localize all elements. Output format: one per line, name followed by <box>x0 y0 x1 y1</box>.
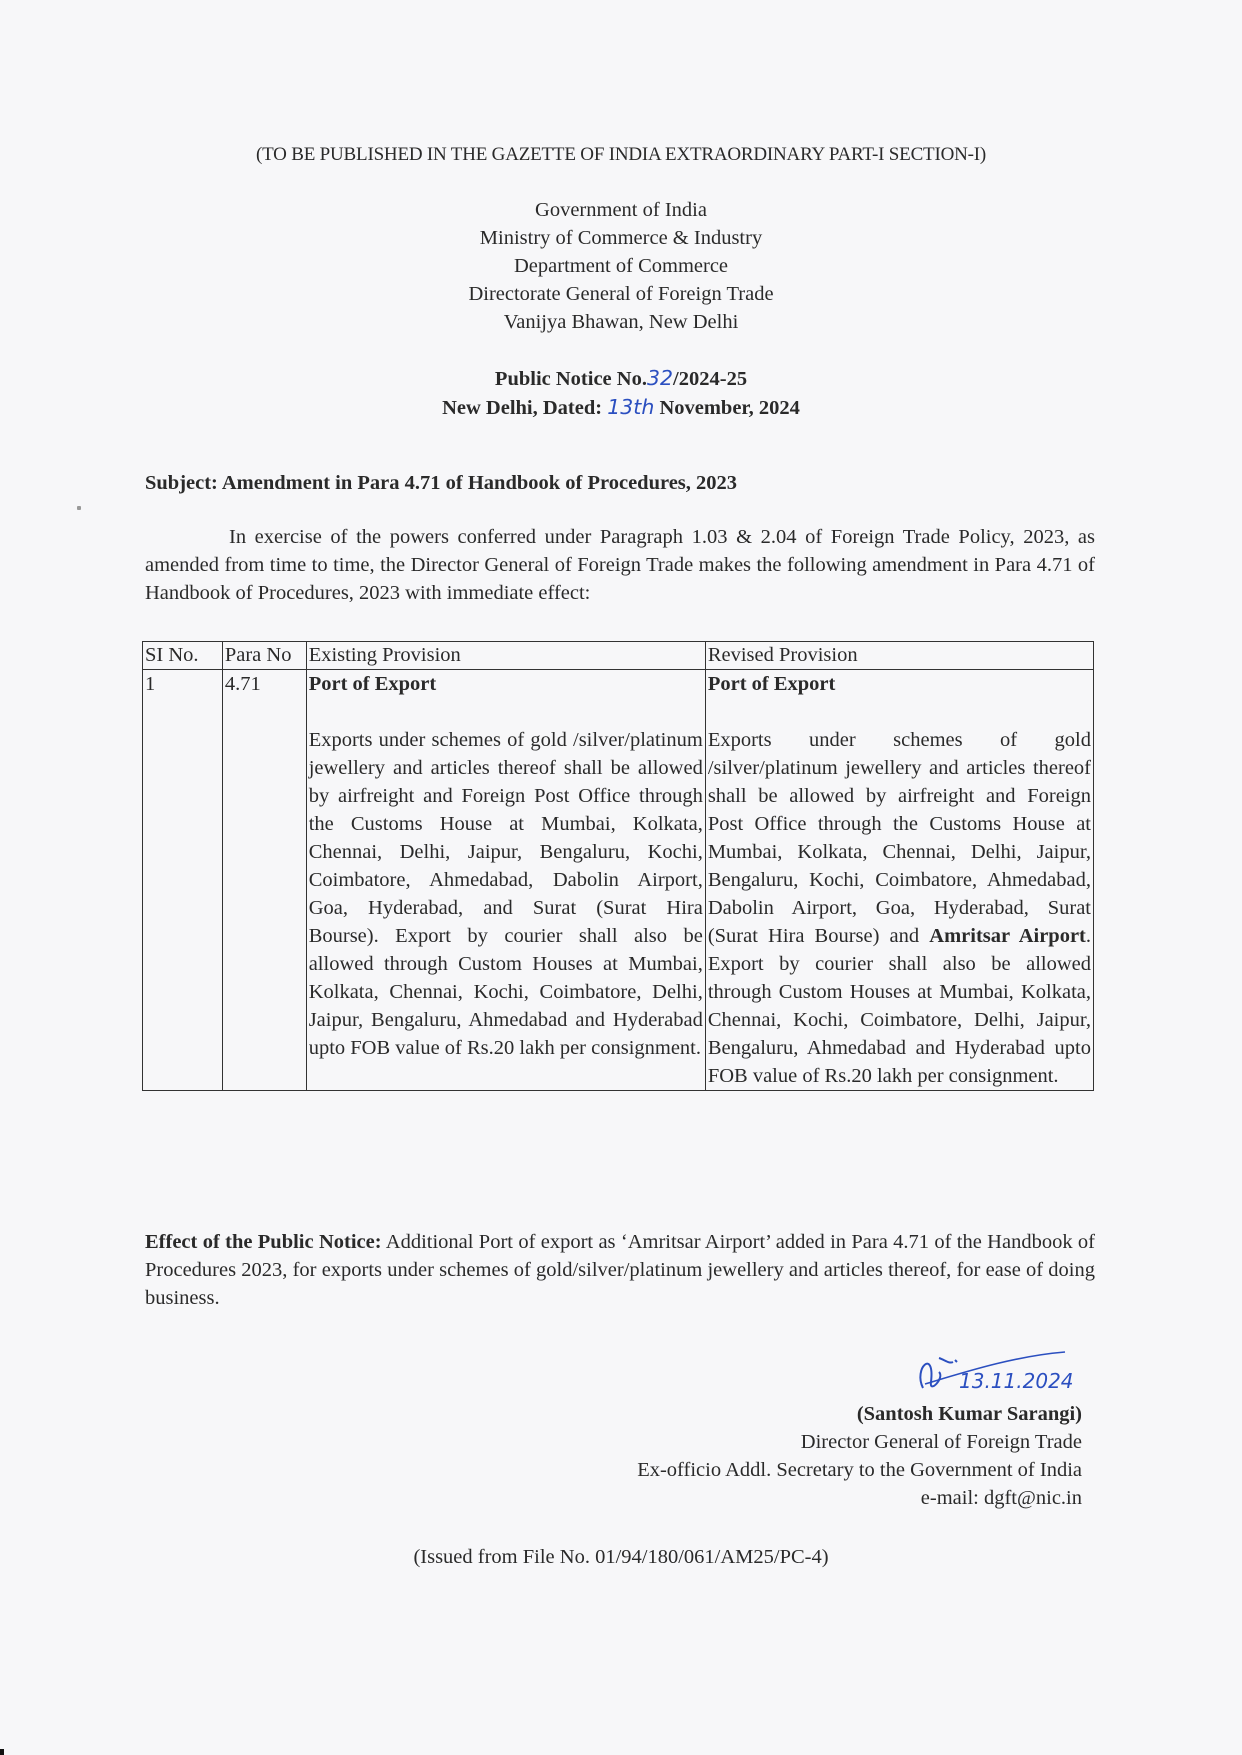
header-line-directorate: Directorate General of Foreign Trade <box>468 283 774 305</box>
cell-existing-provision <box>306 670 705 1091</box>
signatory-additional-role: Ex-officio Addl. Secretary to the Government of India <box>637 1459 1082 1481</box>
header-line-department: Department of Commerce <box>513 255 729 277</box>
table-header-row <box>143 642 1094 670</box>
revised-provision-body: Exports under schemes of gold /silver/platinum jewellery and articles thereof shall be allowed by airfreight and Foreign Post Office through the Customs House at Mumbai, Kolkata, Chennai, Delhi, Jaipur, Bengaluru, Kochi, Coimbatore, Ahmedabad, Dabolin Airport, Goa, Hyderabad, Surat (Surat Hira Bourse) and Amritsar Airport. Export by courier shall also be allowed through Custom Houses at Mumbai, Kolkata, Chennai, Kochi, Coimbatore, Delhi, Jaipur, Bengaluru, Ahmedabad and Hyderabad upto FOB value of Rs.20 lakh per consignment. <box>707 729 1091 1087</box>
existing-provision-body: Exports under schemes of gold /silver/platinum jewellery and articles thereof shall be allowed by airfreight and Foreign Post Office through the Customs House at Mumbai, Kolkata, Chennai, Delhi, Jaipur, Bengaluru, Kochi, Coimbatore, Ahmedabad, Dabolin Airport, Goa, Hyderabad, and Surat (Surat Hira Bourse). Export by courier shall also be allowed through Custom Houses at Mumbai, Kolkata, Chennai, Kochi, Coimbatore, Delhi, Jaipur, Bengaluru, Ahmedabad and Hyderabad upto FOB value of Rs.20 lakh per consignment. <box>308 729 703 1059</box>
column-header-sl-no: SI No. <box>143 642 223 670</box>
intro-paragraph: In exercise of the powers conferred under Paragraph 1.03 & 2.04 of Foreign Trade Policy, 2023, as amended from time to time, the Director General of Foreign Trade makes the following amendment in Para 4.71 of Handbook of Procedures, 2023 with immediate effect: <box>145 526 1095 604</box>
handwritten-date-day: 13th <box>607 395 655 419</box>
issuing-authority-header <box>0 196 1242 336</box>
cell-revised-provision <box>705 670 1093 1091</box>
handwritten-notice-number: 32 <box>646 366 674 390</box>
effect-label: Effect of the Public Notice: <box>145 1231 382 1253</box>
signature-icon <box>905 1338 1085 1398</box>
issued-from-file-line: (Issued from File No. 01/94/180/061/AM25/PC-4) <box>413 1546 829 1568</box>
signatory-block <box>637 1400 1082 1512</box>
subject-line: Subject: Amendment in Para 4.71 of Handbook of Procedures, 2023 <box>145 472 738 494</box>
column-header-existing-provision: Existing Provision <box>306 642 705 670</box>
signatory-name: (Santosh Kumar Sarangi) <box>856 1403 1082 1425</box>
notice-date: New Delhi, Dated: 13th November, 2024 <box>442 395 800 419</box>
signatory-email: e-mail: dgft@nic.in <box>920 1487 1082 1509</box>
scan-speck <box>77 506 81 510</box>
signatory-designation: Director General of Foreign Trade <box>800 1431 1082 1453</box>
notice-number: Public Notice No.32/2024-25 <box>494 366 748 390</box>
existing-provision-title: Port of Export <box>308 673 437 695</box>
column-header-revised-provision: Revised Provision <box>705 642 1093 670</box>
header-line-ministry: Ministry of Commerce & Industry <box>479 227 763 249</box>
gazette-publication-line: (TO BE PUBLISHED IN THE GAZETTE OF INDIA EXTRAORDINARY PART-I SECTION-I) <box>255 144 986 165</box>
table-row <box>143 670 1094 1091</box>
svg-text:13.11.2024: 13.11.2024 <box>959 1369 1074 1393</box>
effect-of-notice-paragraph: Effect of the Public Notice: Additional Port of export as ‘Amritsar Airport’ added in Para 4.71 of the Handbook of Procedures 2023, for exports under schemes of gold/silver/platinum jewellery and articles thereof, for ease of doing business. <box>145 1231 1095 1309</box>
cell-sl-no: 1 <box>143 670 223 1091</box>
column-header-para-no: Para No <box>222 642 306 670</box>
header-line-address: Vanijya Bhawan, New Delhi <box>503 311 739 333</box>
cell-para-no: 4.71 <box>222 670 306 1091</box>
handwritten-signature <box>905 1338 1085 1398</box>
added-port-highlight: Amritsar Airport <box>929 925 1086 947</box>
revised-provision-title: Port of Export <box>707 673 836 695</box>
amendment-table <box>142 641 1094 1091</box>
public-notice-heading <box>0 364 1242 422</box>
header-line-government: Government of India <box>535 199 707 221</box>
scan-edge-mark <box>0 1749 4 1755</box>
